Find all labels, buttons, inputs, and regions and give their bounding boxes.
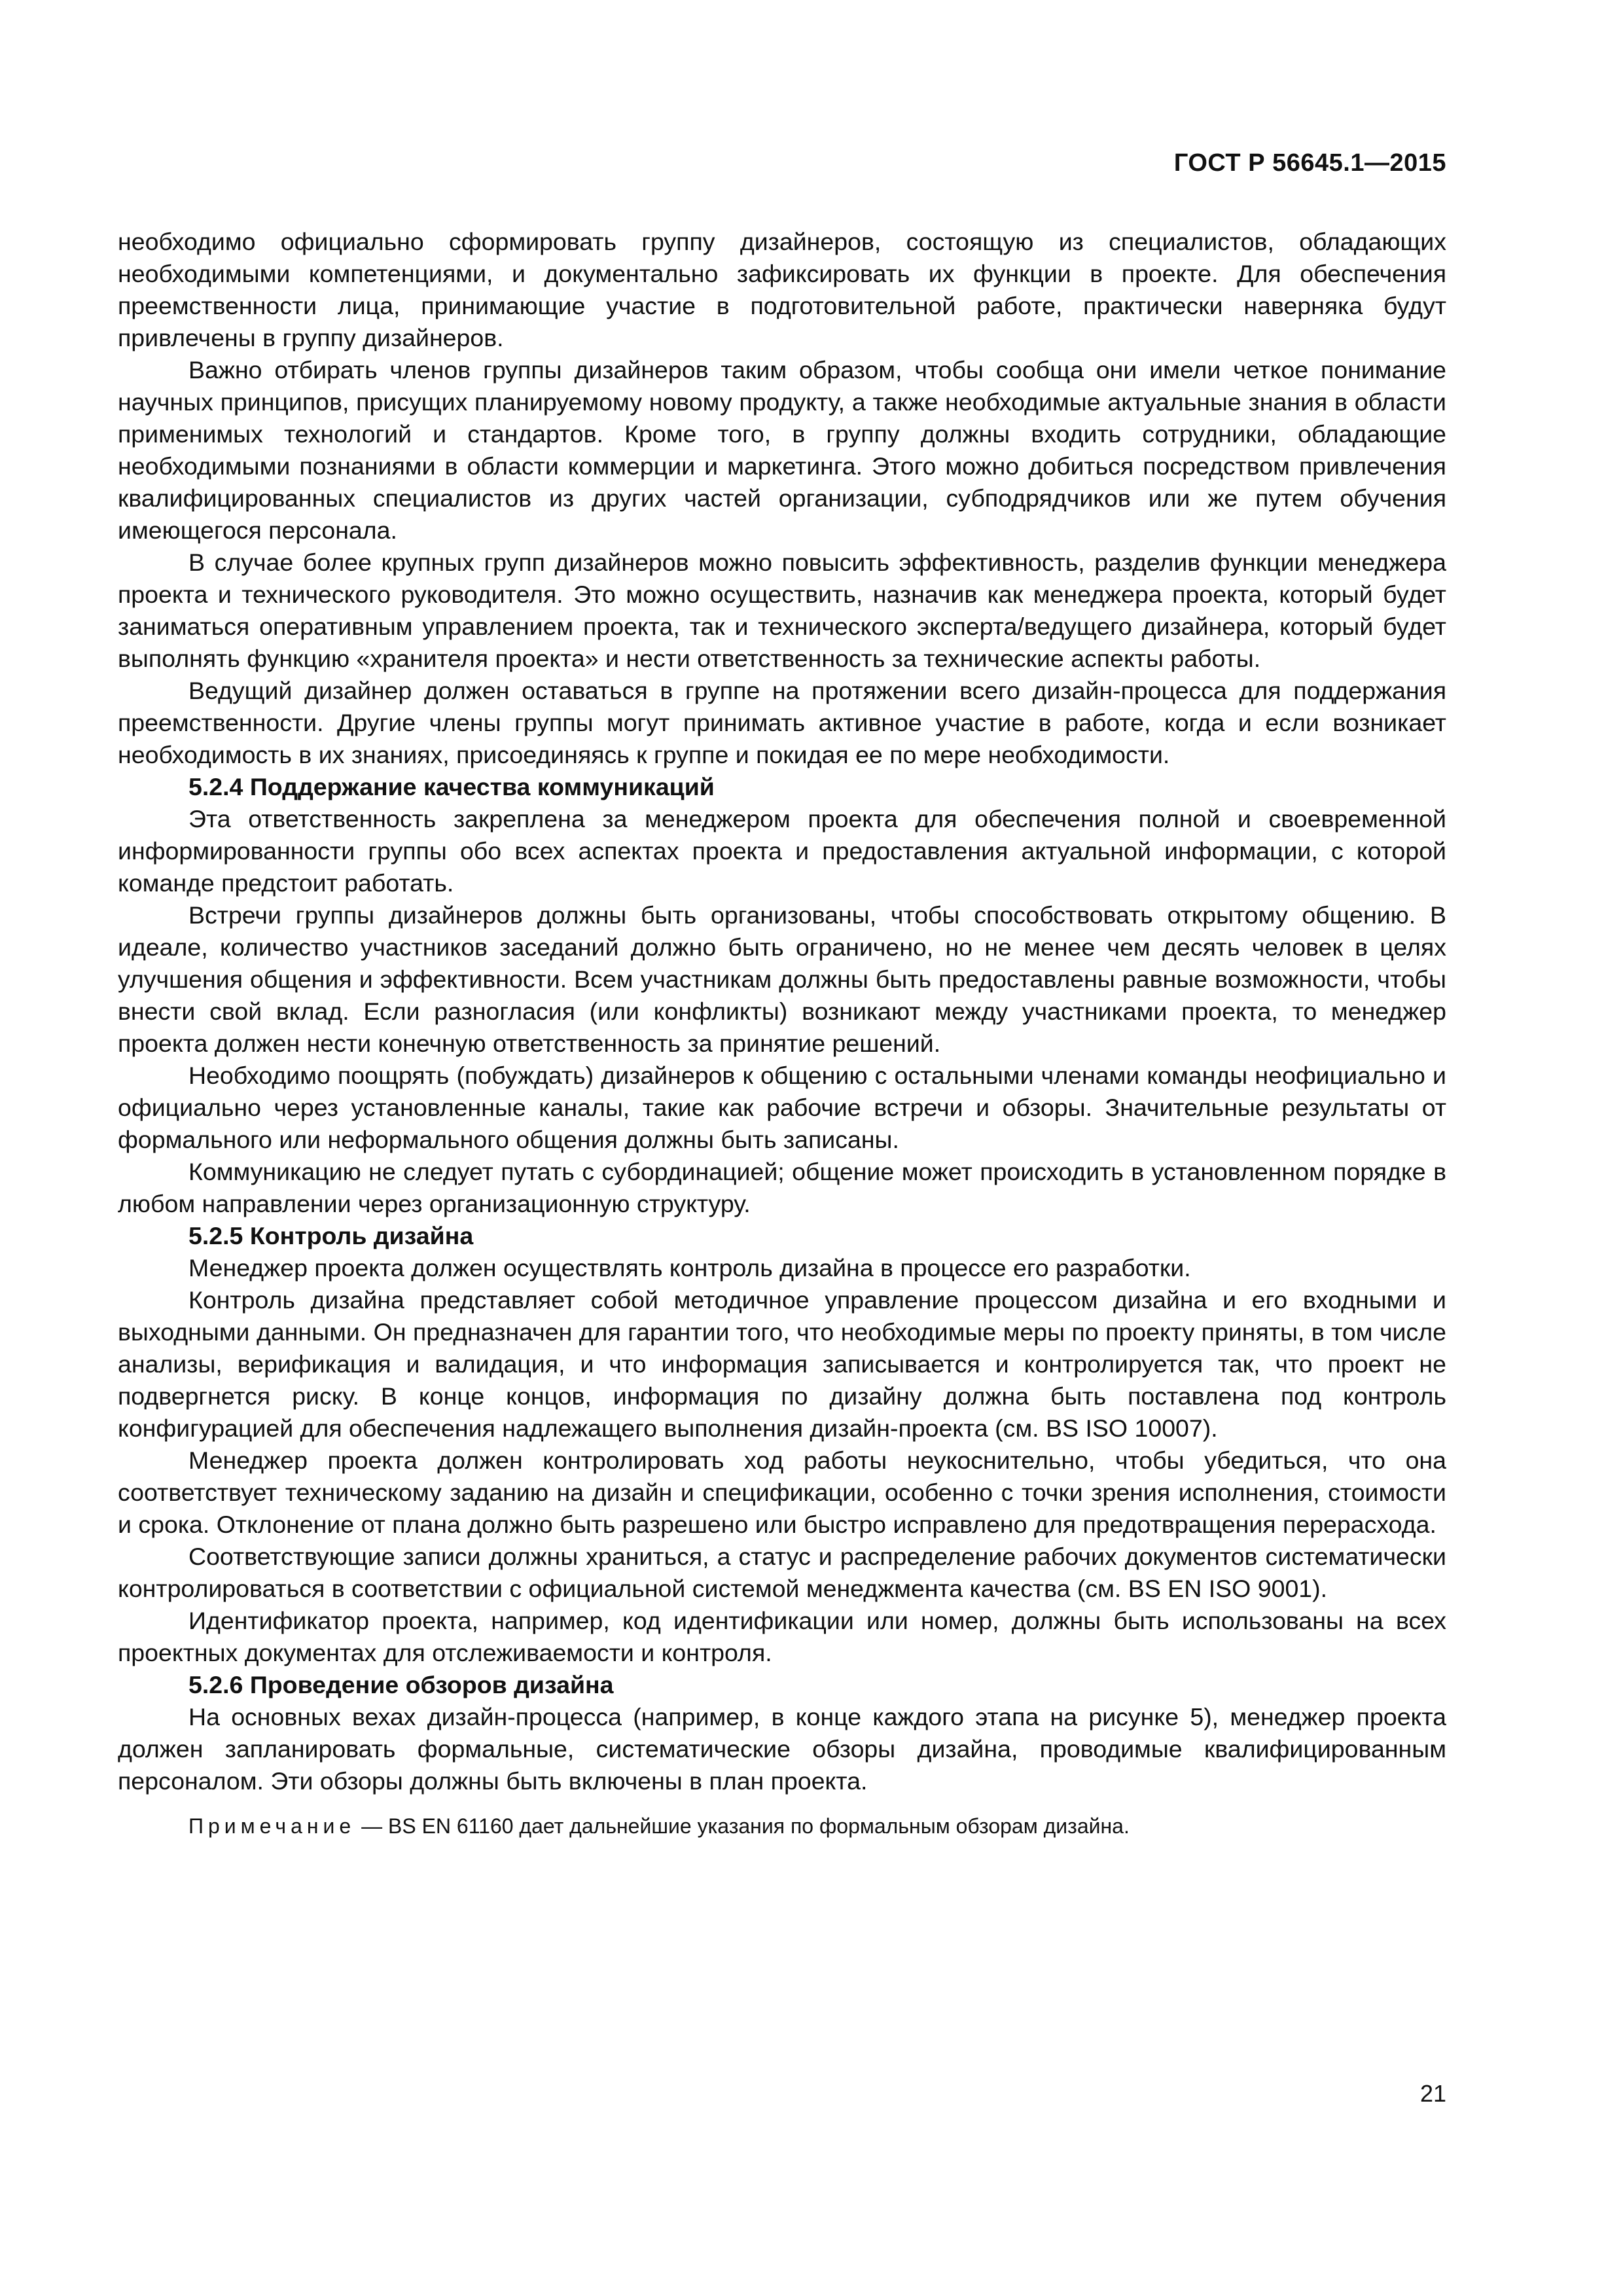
section-heading-5-2-5: 5.2.5 Контроль дизайна — [188, 1222, 474, 1249]
paragraph: Менеджер проекта должен осуществлять контроль дизайна в процессе его разработки. — [188, 1254, 1191, 1282]
note — [118, 1812, 1446, 1840]
paragraph: На основных вехах дизайн-процесса (например, в конце каждого этапа на рисунке 5), менеджер проекта должен запланировать формальные, систематические обзоры дизайна, проводимые квалифицированным персоналом. Эти обзоры должны быть включены в план проекта. — [118, 1703, 1446, 1795]
document-body — [118, 226, 1446, 1840]
paragraph: В случае более крупных групп дизайнеров можно повысить эффективность, разделив функции менеджера проекта и технического руководителя. Это можно осуществить, назначив как менеджера проекта, который будет заниматься оперативным управлением проекта, так и технического эксперта/ведущего дизайнера, который будет выполнять функцию «хранителя проекта» и нести ответственность за технические аспекты работы. — [118, 548, 1446, 672]
paragraph: Соответствующие записи должны храниться, а статус и распределение рабочих документов систематически контролироваться в соответствии с официальной системой менеджмента качества (см. BS EN ISO 9001). — [118, 1543, 1446, 1602]
paragraph: Контроль дизайна представляет собой методичное управление процессом дизайна и его входными и выходными данными. Он предназначен для гарантии того, что необходимые меры по проекту приняты, в том числе анализы, верификация и валидация, и что информация записывается и контролируется так, что проект не подвергнется риску. В конце концов, информация по дизайну должна быть поставлена под контроль конфигурацией для обеспечения надлежащего выполнения дизайн-проекта (см. BS ISO 10007). — [118, 1286, 1446, 1442]
paragraph: Важно отбирать членов группы дизайнеров таким образом, чтобы сообща они имели четкое понимание научных принципов, присущих планируемому новому продукту, а также необходимые актуальные знания в области применимых технологий и стандартов. Кроме того, в группу должны входить сотрудники, обладающие необходимыми познаниями в области коммерции и маркетинга. Этого можно добиться посредством привлечения квалифицированных специалистов из других частей организации, субподрядчиков или же путем обучения имеющегося персонала. — [118, 356, 1446, 544]
paragraph: необходимо официально сформировать группу дизайнеров, состоящую из специалистов, обладающих необходимыми компетенциями, и документально зафиксировать их функции в проекте. Для обеспечения преемственности лица, принимающие участие в подготовительной работе, практически наверняка будут привлечены в группу дизайнеров. — [118, 228, 1446, 351]
paragraph: Ведущий дизайнер должен оставаться в группе на протяжении всего дизайн-процесса для поддержания преемственности. Другие члены группы могут принимать активное участие в работе, когда и если возникает необходимость в их знаниях, присоединяясь к группе и покидая ее по мере необходимости. — [118, 677, 1446, 768]
note-label: Примечание — [188, 1814, 356, 1838]
document-code-header: ГОСТ Р 56645.1—2015 — [1173, 149, 1446, 177]
paragraph: Встречи группы дизайнеров должны быть организованы, чтобы способствовать открытому общению. В идеале, количество участников заседаний должно быть ограничено, но не менее чем десять человек в целях улучшения общения и эффективности. Всем участникам должны быть предоставлены равные возможности, чтобы внести свой вклад. Если разногласия (или конфликты) возникают между участниками проекта, то менеджер проекта должен нести конечную ответственность за принятие решений. — [118, 901, 1446, 1057]
paragraph: Коммуникацию не следует путать с субординацией; общение может происходить в установленном порядке в любом направлении через организационную структуру. — [118, 1158, 1446, 1217]
note-text: — BS EN 61160 дает дальнейшие указания по формальным обзорам дизайна. — [355, 1814, 1130, 1838]
paragraph: Необходимо поощрять (побуждать) дизайнеров к общению с остальными членами команды неофициально и официально через установленные каналы, такие как рабочие встречи и обзоры. Значительные результаты от формального или неформального общения должны быть записаны. — [118, 1062, 1446, 1153]
paragraph: Эта ответственность закреплена за менеджером проекта для обеспечения полной и своевременной информированности группы обо всех аспектах проекта и предоставления актуальной информации, с которой команде предстоит работать. — [118, 805, 1446, 897]
page-number: 21 — [1419, 2080, 1446, 2107]
paragraph: Менеджер проекта должен контролировать ход работы неукоснительно, чтобы убедиться, что она соответствует техническому заданию на дизайн и спецификации, особенно с точки зрения исполнения, стоимости и срока. Отклонение от плана должно быть разрешено или быстро исправлено для предотвращения перерасхода. — [118, 1446, 1446, 1538]
section-heading-5-2-6: 5.2.6 Проведение обзоров дизайна — [188, 1671, 614, 1698]
paragraph: Идентификатор проекта, например, код идентификации или номер, должны быть использованы на всех проектных документах для отслеживаемости и контроля. — [118, 1607, 1446, 1666]
section-heading-5-2-4: 5.2.4 Поддержание качества коммуникаций — [188, 773, 715, 800]
